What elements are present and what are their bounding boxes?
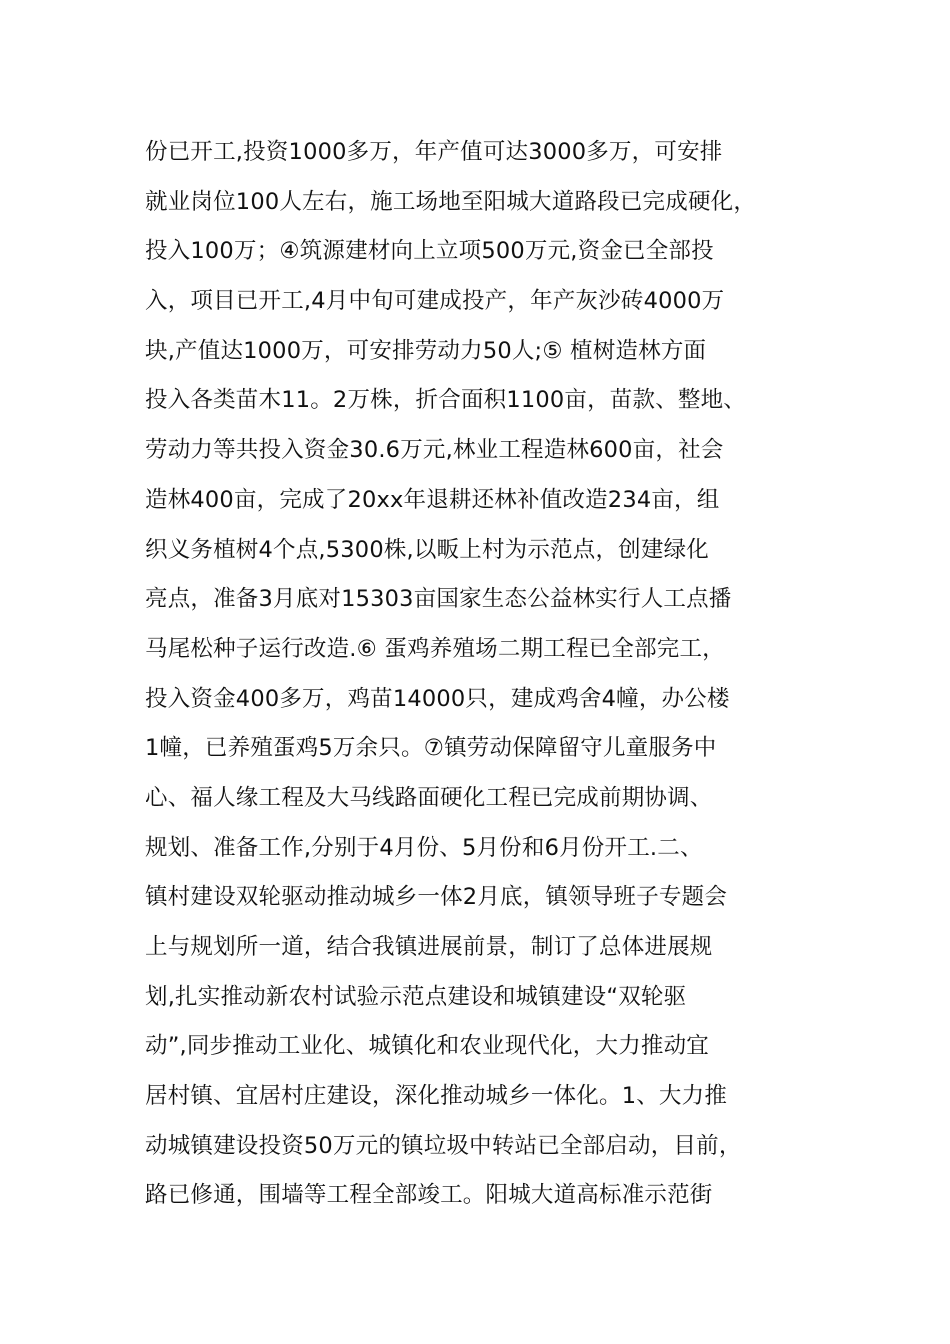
- body-text: [145, 128, 825, 1221]
- text-line: 亮点，准备3月底对15303亩国家生态公益林实行人工点播: [145, 586, 732, 613]
- text-line: 动城镇建设投资50万元的镇垃圾中转站已全部启动，目前，: [145, 1132, 742, 1159]
- text-line: 心、福人缘工程及大马线路面硬化工程已完成前期协调、: [145, 784, 713, 811]
- text-line: 动”,同步推动工业化、城镇化和农业现代化，大力推动宜: [145, 1033, 710, 1060]
- text-line: 投入100万；④筑源建材向上立项500万元,资金已全部投: [145, 238, 714, 265]
- text-line: 份已开工,投资1000多万，年产值可达3000多万，可安排: [145, 139, 723, 165]
- text-line: 1幢，已养殖蛋鸡5万余只。⑦镇劳动保障留守儿童服务中: [145, 735, 717, 762]
- text-line: 划,扎实推动新农村试验示范点建设和城镇建设“双轮驱: [145, 983, 687, 1010]
- text-line: 织义务植树4个点,5300株,以畈上村为示范点，创建绿化: [145, 536, 709, 563]
- text-line: 块,产值达1000万，可安排劳动力50人;⑤ 植树造林方面: [145, 337, 707, 364]
- text-line: 造林400亩，完成了20xx年退耕还林补值改造234亩，组: [145, 486, 720, 513]
- text-line: 规划、准备工作,分别于4月份、5月份和6月份开工.二、: [145, 834, 703, 861]
- text-line: 就业岗位100人左右，施工场地至阳城大道路段已完成硬化，: [145, 188, 757, 215]
- text-line: 居村镇、宜居村庄建设，深化推动城乡一体化。1、大力推: [145, 1083, 728, 1110]
- text-line: 劳动力等共投入资金30.6万元,林业工程造林600亩，社会: [145, 437, 724, 464]
- text-line: 入，项目已开工,4月中旬可建成投产，年产灰沙砖4000万: [145, 288, 725, 315]
- text-line: 路已修通，围墙等工程全部竣工。阳城大道高标准示范街: [145, 1182, 713, 1209]
- text-line: 马尾松种子运行改造.⑥ 蛋鸡养殖场二期工程已全部完工，: [145, 635, 725, 662]
- text-line: 投入各类苗木11。2万株，折合面积1100亩，苗款、整地、: [145, 387, 747, 414]
- text-line: 上与规划所一道，结合我镇进展前景，制订了总体进展规: [145, 934, 713, 960]
- text-line: 投入资金400多万，鸡苗14000只，建成鸡舍4幢，办公楼: [145, 685, 730, 712]
- text-line: 镇村建设双轮驱动推动城乡一体2月底，镇领导班子专题会: [145, 884, 728, 911]
